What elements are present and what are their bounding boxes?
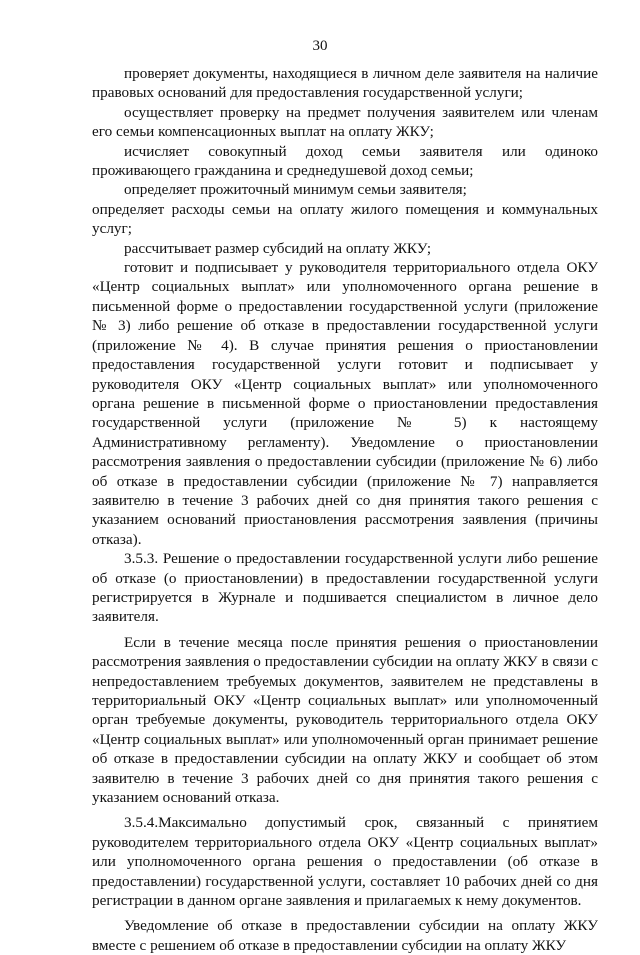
paragraph: 3.5.3. Решение о предоставлении государственной услуги либо решение об отказе (о приостановлении) в предоставлении государственной услуги регистрируется в Журнале и подшивается специалистом в личное дело заявителя. (92, 550, 598, 626)
paragraph: рассчитывает размер субсидий на оплату ЖКУ; (124, 239, 432, 257)
paragraph: определяет расходы семьи на оплату жилого помещения и коммунальных услуг; (92, 200, 598, 238)
paragraph: проверяет документы, находящиеся в личном деле заявителя на наличие правовых оснований для предоставления государственной услуги; (92, 65, 598, 102)
paragraph: Если в течение месяца после принятия решения о приостановлении рассмотрения заявления о предоставлении субсидии на оплату ЖКУ в связи с непредоставлением требуемых документов, заявителем не представлены в территориальный ОКУ «Центр социальных выплат» или уполномоченный орган требуемые документы, руководитель территориального отдела ОКУ «Центр социальных выплат» или уполномоченный орган принимает решение об отказе в предоставлении субсидии на оплату ЖКУ и сообщает об этом заявителю в течение 3 рабочих дней со дня принятия такого решения с указанием оснований отказа. (92, 633, 598, 807)
paragraph: исчисляет совокупный доход семьи заявителя или одиноко проживающего гражданина и среднедушевой доход семьи; (92, 142, 598, 180)
paragraph: готовит и подписывает у руководителя территориального отдела ОКУ «Центр социальных выплат» или уполномоченного органа решение в письменной форме о предоставлении государственной услуги (приложение № 3) либо решение об отказе в предоставлении государственной услуги (приложение № 4). В случае принятия решения о приостановлении предоставления государственной услуги готовит и подписывает у руководителя ОКУ «Центр социальных выплат» или уполномоченного органа решение в письменной форме о приостановлении предоставления государственной услуги (приложение № 5) к настоящему Административному регламенту). Уведомление о приостановлении рассмотрения заявления о предоставлении субсидии (приложение № 6) либо об отказе в предоставлении субсидии (приложение № 7) направляется заявителю в течение 3 рабочих дней со дня принятия такого решения с указанием оснований приостановления рассмотрения заявления (причины отказа). (92, 259, 598, 548)
paragraph: определяет прожиточный минимум семьи заявителя; (124, 181, 467, 199)
paragraph: 3.5.4.Максимально допустимый срок, связанный с принятием руководителем территориального отдела ОКУ «Центр социальных выплат» или уполномоченного органа решения о предоставлении (об отказе в предоставлении) государственной услуги, составляет 10 рабочих дней со дня регистрации в данном органе заявления и прилагаемых к нему документов. (92, 814, 598, 910)
page-number: 30 (312, 38, 328, 54)
paragraph: осуществляет проверку на предмет получения заявителем или членам его семьи компенсационных выплат на оплату ЖКУ; (92, 103, 598, 141)
paragraph: Уведомление об отказе в предоставлении субсидии на оплату ЖКУ вместе с решением об отказе в предоставлении субсидии на оплату ЖКУ (92, 917, 598, 954)
document-body (92, 64, 598, 955)
